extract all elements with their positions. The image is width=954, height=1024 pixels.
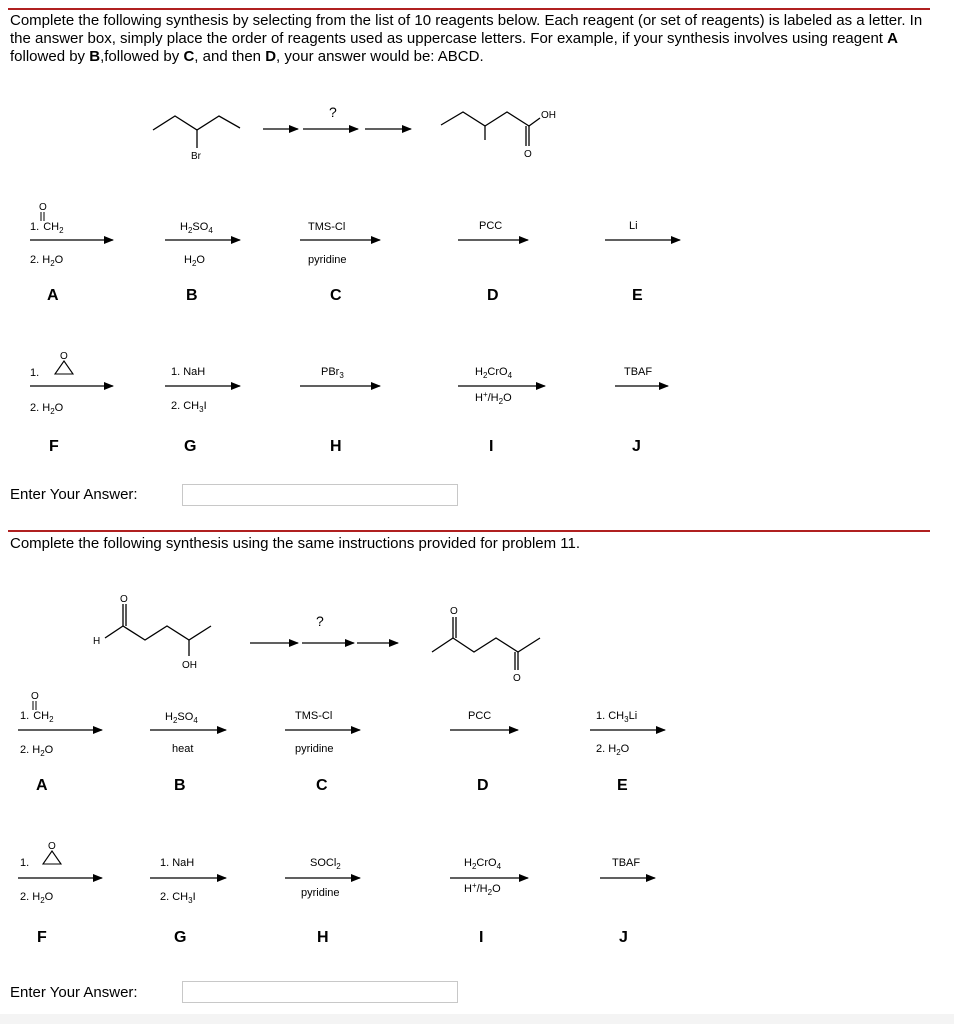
svg-text:I: I [489,438,494,455]
svg-text:TMS-Cl: TMS-Cl [295,710,333,722]
svg-text:H2SO4: $H_2SO_4$ [165,711,198,725]
section-divider-1 [8,8,930,10]
svg-text:PCC: PCC [479,220,503,232]
svg-text:2. H2O: 2. $H_2O$ [20,891,54,905]
p11-question-mark: ? [329,104,337,120]
svg-text:E: E [632,287,643,304]
svg-text:O: O [39,202,47,213]
p11-reagent-h [321,366,344,455]
instr-bold-d: D [265,48,277,65]
svg-text:Li: Li [629,220,638,232]
p11-reagent-j [624,366,652,455]
problem-12-scheme [0,580,954,1000]
svg-text:PBr3: PBr$_3$ [321,366,344,380]
svg-text:2. H2O: 2. $H_2O$ [20,744,54,758]
svg-text:1. NaH: 1. NaH [171,366,206,378]
svg-text:pyridine: pyridine [301,887,340,899]
svg-text:H+/H2O: $H^+/H_2O$ [464,881,501,897]
svg-text:A: A [47,287,59,304]
p12-reagent-i [464,857,502,946]
p11-answer-label: Enter Your Answer: [10,486,138,503]
svg-text:1.: 1. [20,857,30,869]
instr-bold-b: B [89,48,101,65]
p11-reagent-f [30,351,73,455]
instr-bold-a: A [887,30,898,47]
svg-text:H2CrO4: $H_2CrO_4$ [464,857,502,871]
p12-ketone-o1-label: O [450,606,458,617]
svg-text:1. CH3Li: 1. $CH_3Li$ [596,710,638,724]
svg-text:2. H2O: 2. $H_2O$ [30,402,64,416]
p11-reagent-c [308,221,347,304]
p11-oh-label: OH [541,110,556,121]
p12-product-molecule [432,617,540,670]
instr-text: Complete the following synthesis by selecting from the list of 10 reagents below. Each reagent (or set of reagents) is labeled as a letter. In the answer box, simply place the order of reagents used as uppercase letters. For example, if your synthesis involves using reagent [10,12,923,47]
p12-reagent-a [20,691,54,794]
p11-reagent-e [629,220,643,304]
problem-11-instructions [10,12,930,66]
p12-question-mark: ? [316,613,324,629]
svg-text:H: H [317,929,329,946]
p12-reagent-j [612,857,640,946]
page-bottom-band [0,1014,954,1024]
epoxide-icon [43,851,61,864]
svg-text:TBAF: TBAF [612,857,641,869]
svg-text:F: F [37,929,47,946]
p11-start-molecule [153,116,240,148]
p12-reagent-h [301,857,341,946]
svg-text:O: O [31,691,39,702]
svg-text:I: I [479,929,484,946]
svg-text:B: B [186,287,198,304]
p11-br-label: Br [191,151,201,162]
p11-ketone-o-label: O [524,149,532,160]
p12-answer-label: Enter Your Answer: [10,984,138,1001]
svg-text:1. NaH: 1. NaH [160,857,195,869]
svg-text:2. CH3I: 2. $CH_3I$ [160,891,196,905]
svg-text:1.CH2: 1. $CH_2$ [30,221,64,235]
svg-text:G: G [184,438,197,455]
p11-reagent-d [479,220,502,304]
svg-text:H2O: $H_2O$ [184,254,205,268]
svg-text:O: O [48,841,56,852]
svg-text:J: J [632,438,641,455]
svg-text:H2CrO4: $H_2CrO_4$ [475,366,513,380]
svg-text:J: J [619,929,628,946]
svg-text:1.: 1. [30,367,40,379]
svg-text:pyridine: pyridine [308,254,347,266]
p12-reagent-d [468,710,491,794]
p12-reagent-g [160,857,196,946]
svg-text:H: H [330,438,342,455]
problem-11-scheme [0,80,954,560]
p12-answer-input[interactable] [182,981,458,1003]
svg-text:2. H2O: 2. $H_2O$ [30,254,64,268]
p12-oh-label: OH [182,660,197,671]
svg-text:H2SO4: $H_2SO_4$ [180,221,213,235]
svg-text:H+/H2O: $H^+/H_2O$ [475,390,512,406]
instr-bold-c: C [183,48,195,65]
instr-text: , your answer would be: ABCD. [276,48,484,65]
instr-text: , and then [194,48,266,65]
svg-text:2. CH3I: 2. $CH_3I$ [171,400,207,414]
p11-answer-input[interactable] [182,484,458,506]
svg-text:A: A [36,777,48,794]
p12-reagent-f [20,841,61,946]
svg-text:1.CH2: 1. $CH_2$ [20,710,54,724]
svg-text:TMS-Cl: TMS-Cl [308,221,346,233]
p12-start-molecule [105,604,211,656]
svg-text:SOCl2: SOCl$_2$ [310,857,341,871]
svg-text:F: F [49,438,59,455]
svg-text:2. H2O: 2. $H_2O$ [596,743,630,757]
svg-text:pyridine: pyridine [295,743,334,755]
svg-text:D: D [487,287,499,304]
svg-text:C: C [330,287,342,304]
p12-h-label: H [93,636,101,647]
svg-text:O: O [60,351,68,362]
p11-reagent-b [180,221,213,304]
p12-aldehyde-o-label: O [120,594,128,605]
instr-text: ,followed by [100,48,184,65]
svg-text:D: D [477,777,489,794]
svg-text:PCC: PCC [468,710,492,722]
svg-text:B: B [174,777,186,794]
problem-12-instructions: Complete the following synthesis using the same instructions provided for problem 11. [10,535,581,552]
svg-text:C: C [316,777,328,794]
svg-text:E: E [617,777,628,794]
p12-reagent-e [596,710,637,794]
epoxide-icon [55,361,73,374]
p12-reagent-c [295,710,334,794]
svg-text:TBAF: TBAF [624,366,653,378]
p11-reagent-g [171,366,207,455]
p11-reagent-i [475,366,513,455]
p11-reagent-a [30,202,64,304]
p12-reagent-b [165,711,198,794]
svg-text:G: G [174,929,187,946]
svg-text:heat: heat [172,743,194,755]
p11-product-molecule [441,112,540,146]
section-divider-2 [8,530,930,532]
instr-text: followed by [10,48,90,65]
p12-ketone-o2-label: O [513,673,521,684]
